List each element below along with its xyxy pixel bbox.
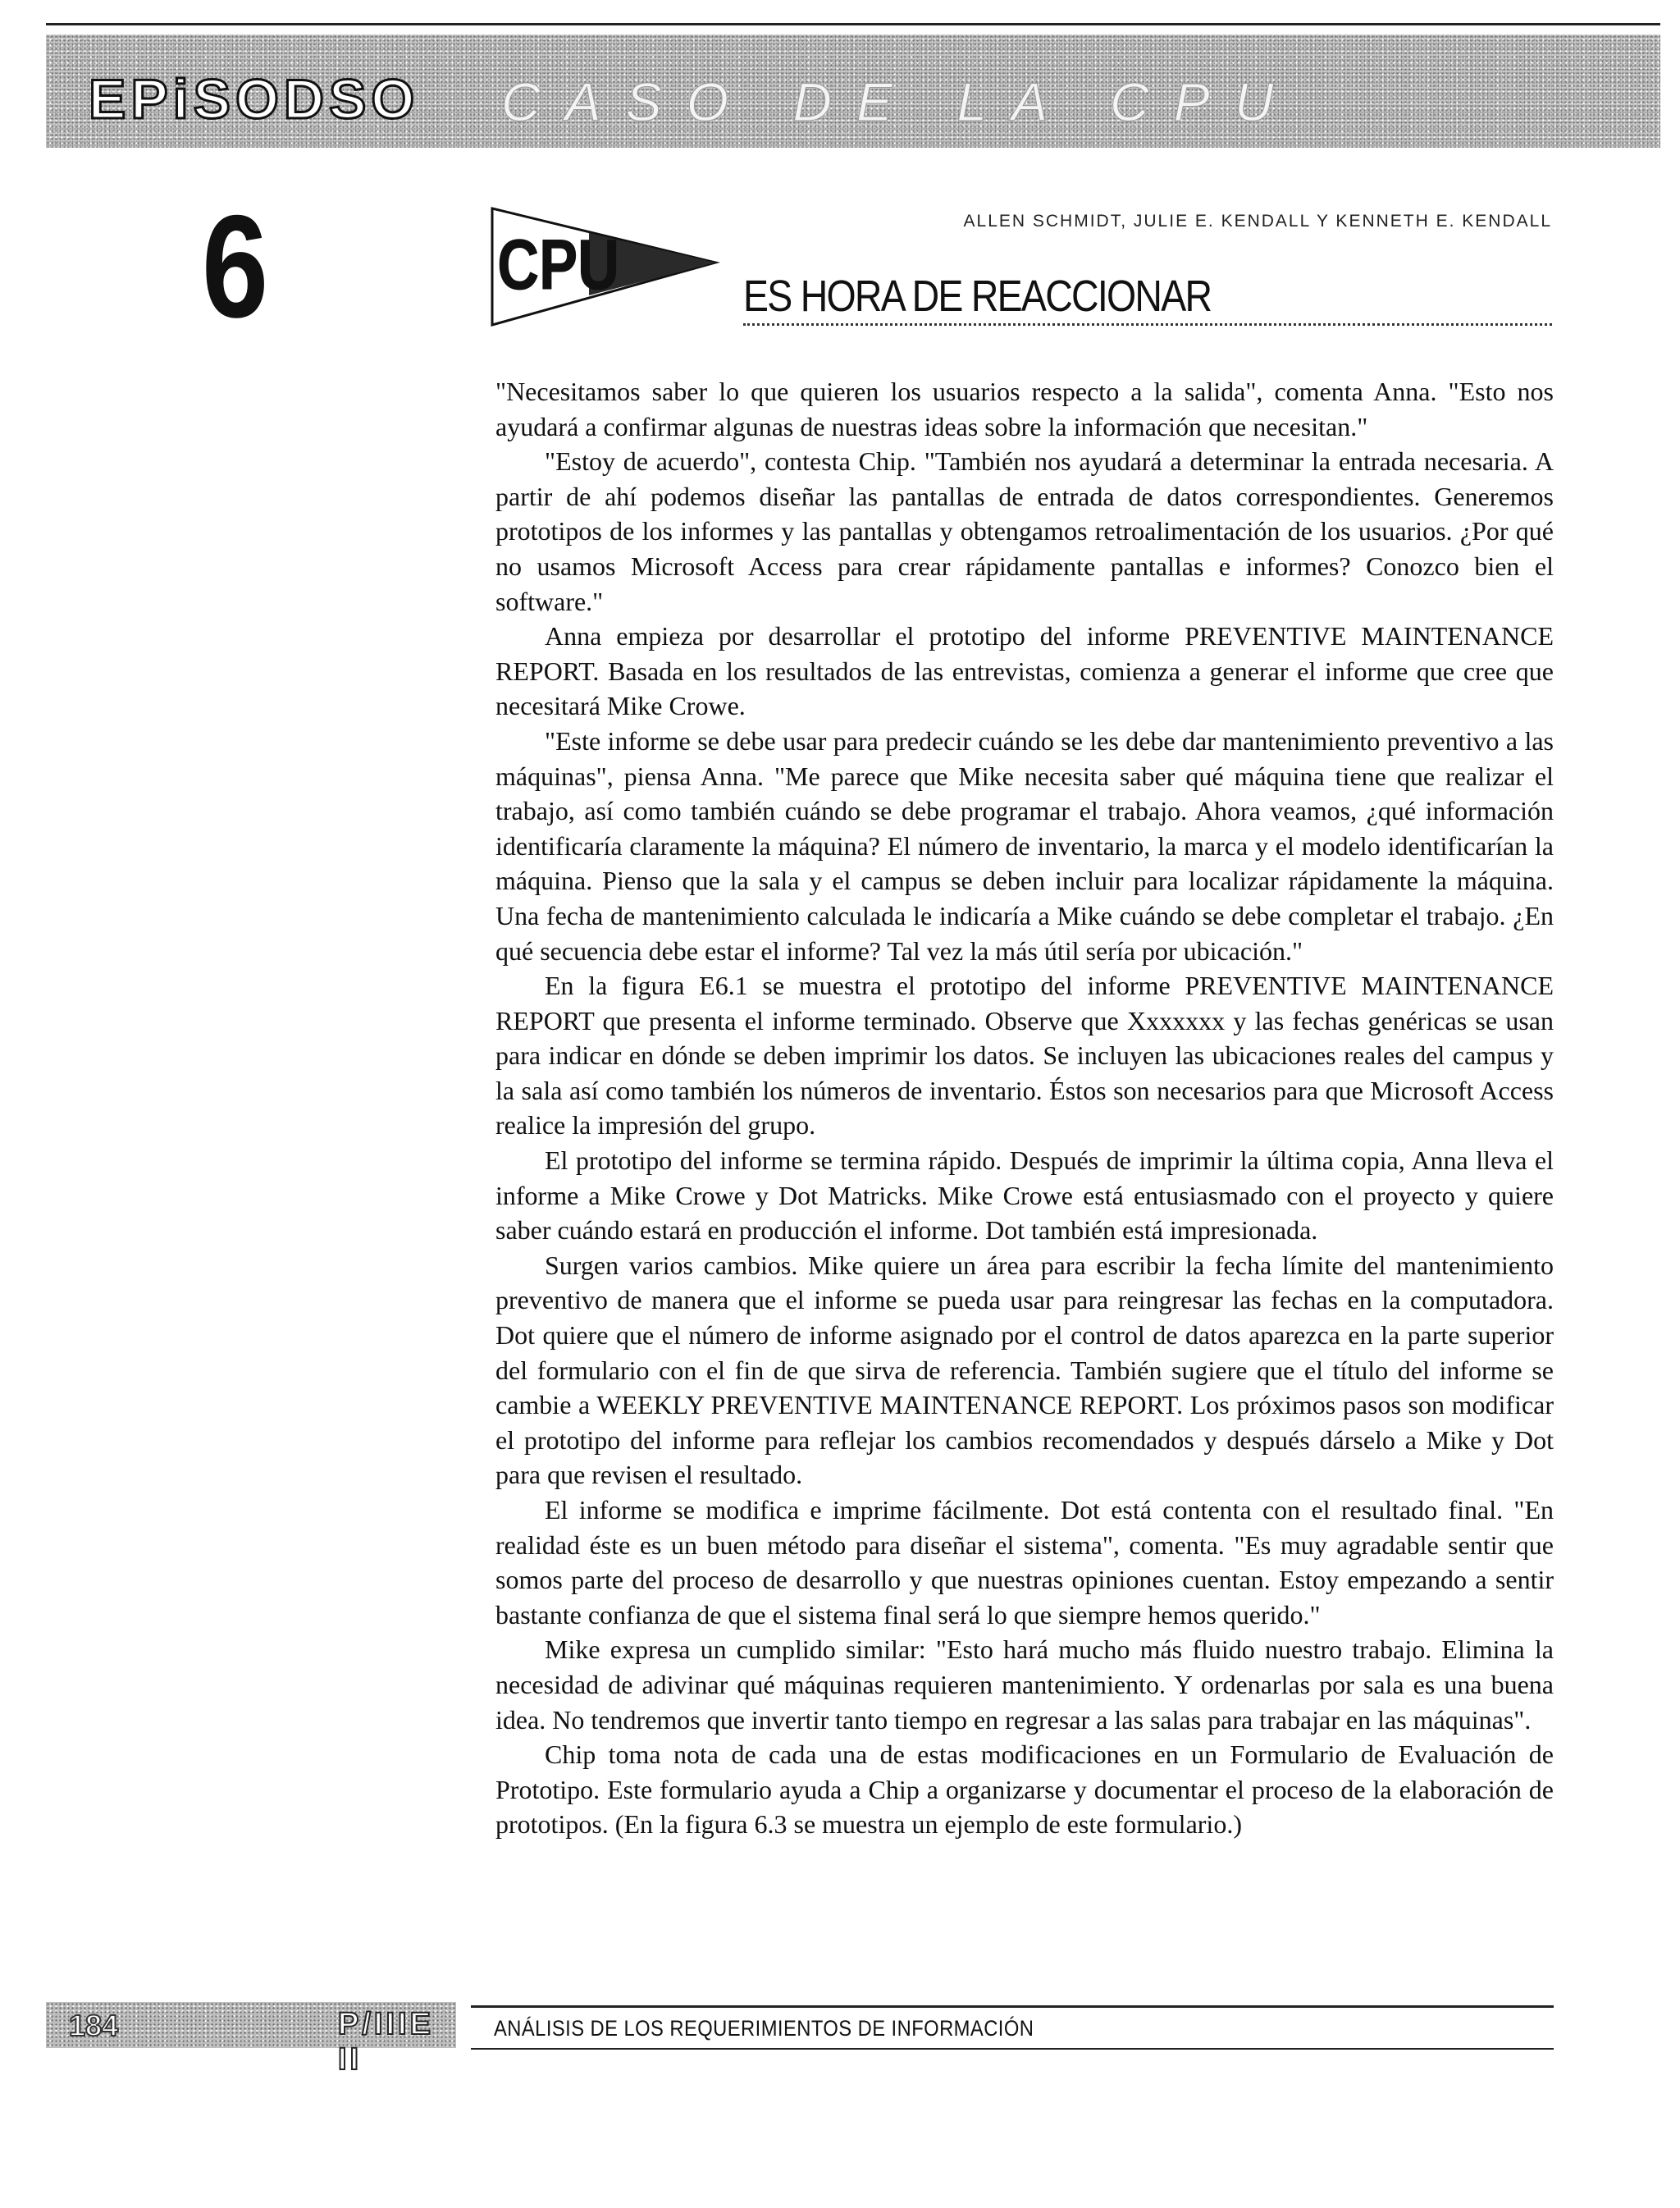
header-band xyxy=(46,34,1660,148)
authors-line: ALLEN SCHMIDT, JULIE E. KENDALL Y KENNETH E. KENDALL xyxy=(963,212,1552,231)
case-title: CASO DE LA CPU xyxy=(501,71,1299,132)
top-rule xyxy=(46,23,1660,25)
episode-number: 6 xyxy=(202,185,269,348)
cpu-logo-text: CPU xyxy=(497,225,620,304)
footer-rule xyxy=(471,2005,1554,2008)
paragraph: El prototipo del informe se termina rápido. Después de imprimir la última copia, Anna lleva el informe a Mike Crowe y Dot Matricks. Mike Crowe está entusiasmado con el proyecto y quiere saber cuándo estará en producción el informe. Dot también está impresionada. xyxy=(495,1145,1554,1246)
paragraph: Anna empieza por desarrollar el prototipo del informe PREVENTIVE MAINTENANCE REPORT. Basada en los resultados de las entrevistas, comienza a generar el informe que cree que necesitará Mike Crowe. xyxy=(495,621,1554,721)
paragraph: "Estoy de acuerdo", contesta Chip. "También nos ayudará a determinar la entrada necesaria. A partir de ahí podemos diseñar las pantallas de entrada de datos correspondientes. Generemos prototipos de los informes y las pantallas y obtengamos retroalimentación de los usuarios. ¿Por qué no usamos Microsoft Access para crear rápidamente pantallas e informes? Conozco bien el software." xyxy=(495,446,1554,616)
article-title: ES HORA DE REACCIONAR xyxy=(743,272,1212,321)
episode-label: EPiSODSO xyxy=(89,68,420,130)
running-footer-section: ANÁLISIS DE LOS REQUERIMIENTOS DE INFORMACIÓN xyxy=(494,2016,1034,2041)
paragraph: "Este informe se debe usar para predecir cuándo se les debe dar mantenimiento preventivo a las máquinas", piensa Anna. "Me parece que Mike necesita saber qué máquina tiene que realizar el trabajo, así como también cuándo se debe programar el trabajo. Ahora veamos, ¿qué información identificaría claramente la máquina? El número de inventario, la marca y el modelo identificarían la máquina. Pienso que la sala y el campus se deben incluir para localizar rápidamente la máquina. Una fecha de mantenimiento calculada le indicaría a Mike cuándo se debe completar el trabajo. ¿En qué secuencia debe estar el informe? Tal vez la más útil sería por ubicación." xyxy=(495,725,1554,966)
article-body xyxy=(495,374,1554,1842)
page-number: 184 xyxy=(69,2009,119,2042)
paragraph: En la figura E6.1 se muestra el prototipo del informe PREVENTIVE MAINTENANCE REPORT que presenta el informe terminado. Observe que Xxxxxxx y las fechas genéricas se usan para indicar en dónde se deben imprimir los datos. Se incluyen las ubicaciones reales del campus y la sala así como también los números de inventario. Éstos son necesarios para que Microsoft Access realice la impresión del grupo. xyxy=(495,971,1554,1141)
footer-rule xyxy=(471,2048,1554,2050)
paragraph: Surgen varios cambios. Mike quiere un área para escribir la fecha límite del mantenimiento preventivo de manera que el informe se pueda usar para reingresar las fechas en la computadora. Dot quiere que el número de informe asignado por el control de datos aparezca en la parte superior del formulario con el fin de que sirva de referencia. También sugiere que el título del informe se cambie a WEEKLY PREVENTIVE MAINTENANCE REPORT. Los próximos pasos son modificar el prototipo del informe para reflejar los cambios recomendados y después dárselo a Mike y Dot para que revisen el resultado. xyxy=(495,1250,1554,1490)
paragraph: El informe se modifica e imprime fácilmente. Dot está contenta con el resultado final. "En realidad éste es un buen método para diseñar el sistema", comenta. "Es muy agradable sentir que somos parte del proceso de desarrollo y que nuestras opiniones cuentan. Estoy empezando a sentir bastante confianza de que el sistema final será lo que siempre hemos querido." xyxy=(495,1495,1554,1630)
title-dotted-rule xyxy=(743,323,1552,326)
paragraph: Mike expresa un cumplido similar: "Esto hará mucho más fluido nuestro trabajo. Elimina la necesidad de adivinar qué máquinas requieren mantenimiento. Y ordenarlas por sala es una buena idea. No tendremos que invertir tanto tiempo en regresar a las salas para trabajar en las máquinas". xyxy=(495,1634,1554,1735)
paragraph: Chip toma nota de cada una de estas modificaciones en un Formulario de Evaluación de Prototipo. Este formulario ayuda a Chip a organizarse y documentar el proceso de la elaboración de prototipos. (En la figura 6.3 se muestra un ejemplo de este formulario.) xyxy=(495,1739,1554,1840)
footer-band xyxy=(46,2002,456,2077)
cpu-pennant-logo xyxy=(491,205,717,328)
part-label: P/IIIE II xyxy=(338,2007,434,2077)
paragraph: "Necesitamos saber lo que quieren los usuarios respecto a la salida", comenta Anna. "Esto nos ayudará a confirmar algunas de nuestras ideas sobre la información que necesitan." xyxy=(495,377,1554,441)
